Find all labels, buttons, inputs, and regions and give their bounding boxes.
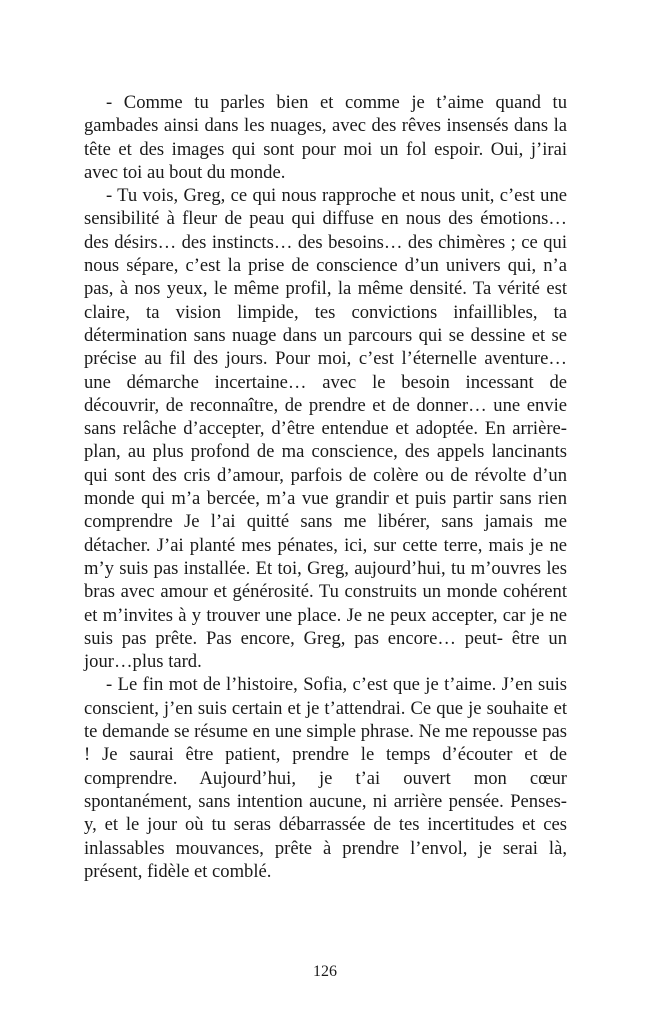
body-text [84,91,567,883]
paragraph-1: - Comme tu parles bien et comme je t’aime quand tu gambades ainsi dans les nuages, avec des rêves insensés dans la tête et des images qui sont pour moi un fol espoir. Oui, j’irai avec toi au bout du monde. [84,92,567,183]
paragraph-2: - Tu vois, Greg, ce qui nous rapproche et nous unit, c’est une sensibilité à fleur de peau qui diffuse en nous des émotions… des désirs… des instincts… des besoins… des chimères ; ce qui nous sépare, c’est la prise de conscience d’un univers qui, n’a pas, à nos yeux, le même profil, la même densité. Ta vérité est claire, ta vision limpide, tes convictions infaillibles, ta détermination sans nuage dans un parcours qui se dessine et se précise au fil des jours. Pour moi, c’est l’éternelle aventure… une démarche incertaine… avec le besoin incessant de découvrir, de reconnaître, de prendre et de donner… une envie sans relâche d’accepter, d’être entendue et adoptée. En arrière-plan, au plus profond de ma conscience, des appels lancinants qui sont des cris d’amour, parfois de colère ou de révolte d’un monde qui m’a bercée, m’a vue grandir et puis partir sans rien comprendre Je l’ai quitté sans me libérer, sans jamais me détacher. J’ai planté mes pénates, ici, sur cette terre, mais je ne m’y suis pas installée. Et toi, Greg, aujourd’hui, tu m’ouvres les bras avec amour et générosité. Tu construits un monde cohérent et m’invites à y trouver une place. Je ne peux accepter, car je ne suis pas prête. Pas encore, Greg, pas encore… peut- être un jour…plus tard. [84,185,567,673]
page-number: 126 [313,963,337,980]
paragraph-3: - Le fin mot de l’histoire, Sofia, c’est que je t’aime. J’en suis conscient, j’en suis certain et je t’attendrai. Ce que je souhaite et te demande se résume en une simple phrase. Ne me repousse pas ! Je saurai être patient, prendre le temps d’écouter et de comprendre. Aujourd’hui, je t’ai ouvert mon cœur spontanément, sans intention aucune, ni arrière pensée. Penses-y, et le jour où tu seras débarrassée de tes incertitudes et ces inlassables mouvances, prête à prendre l’envol, je serai là, présent, fidèle et comblé. [84,674,567,882]
